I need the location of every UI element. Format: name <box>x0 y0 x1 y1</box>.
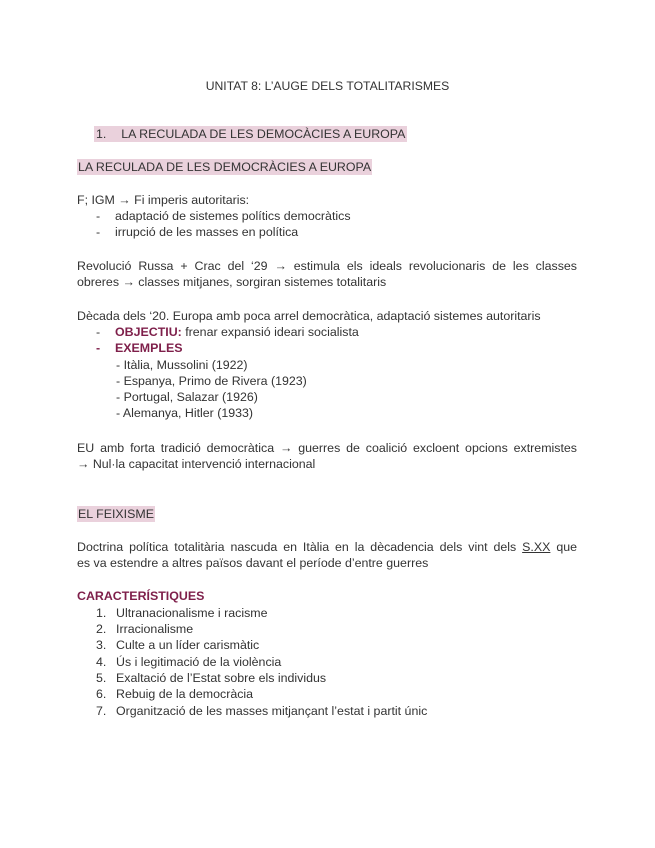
list-item-text: adaptació de sistemes polítics democràtics <box>115 209 351 223</box>
section-1-subheading: LA RECULADA DE LES DEMOCRÀCIES A EUROPA <box>78 160 372 174</box>
item-number: 1. <box>96 606 107 620</box>
item-number: 2. <box>96 622 107 636</box>
list-item-text: irrupció de les masses en política <box>115 225 299 239</box>
sxx-term: S.XX <box>522 540 551 554</box>
item-number: 4. <box>96 655 107 669</box>
bullet-dash: - <box>96 325 101 339</box>
paragraph-doctrina-line1 <box>77 539 577 555</box>
item-text: Ús i legitimació de la violència <box>116 655 282 669</box>
example-item: - Espanya, Primo de Rivera (1923) <box>116 374 307 388</box>
item-number: 7. <box>96 704 107 718</box>
bullet-dash: - <box>96 209 101 223</box>
item-text: Culte a un líder carismàtic <box>116 638 260 652</box>
item-number: 3. <box>96 638 107 652</box>
paragraph-decada: Dècada dels ‘20. Europa amb poca arrel democràtica, adaptació sistemes autoritaris <box>77 309 541 323</box>
example-item: - Portugal, Salazar (1926) <box>116 390 258 404</box>
paragraph-text: Doctrina política totalitària nascuda en Itàlia en la dècadencia dels vint dels <box>77 540 523 554</box>
section-2-heading: EL FEIXISME <box>78 507 154 521</box>
page-title: UNITAT 8: L’AUGE DELS TOTALITARISMES <box>205 79 450 93</box>
item-number: 5. <box>96 671 107 685</box>
section-1-number: 1. <box>96 127 107 141</box>
characteristics-label: CARACTERÍSTIQUES <box>77 589 205 603</box>
paragraph-eu-line1: EU amb forta tradició democràtica → guerres de coalició excloent opcions extremistes <box>77 441 577 455</box>
paragraph-doctrina-line2: es va estendre a altres països davant el període d’entre guerres <box>77 556 429 570</box>
section-1-heading <box>94 126 407 142</box>
example-item: - Itàlia, Mussolini (1922) <box>116 358 248 372</box>
objectiu-label: OBJECTIU: <box>115 325 182 339</box>
item-text: Irracionalisme <box>116 622 194 636</box>
item-text: Ultranacionalisme i racisme <box>116 606 268 620</box>
exemples-label: EXEMPLES <box>115 341 183 355</box>
paragraph-text: que <box>550 540 577 554</box>
item-text: Rebuig de la democràcia <box>116 687 254 701</box>
item-text: Organització de les masses mitjançant l’estat i partit únic <box>116 704 428 718</box>
paragraph-igm: F; IGM → Fi imperis autoritaris: <box>77 193 250 207</box>
section-1-heading-text: LA RECULADA DE LES DEMOCÀCIES A EUROPA <box>121 127 406 141</box>
example-item: - Alemanya, Hitler (1933) <box>116 406 254 420</box>
bullet-dash: - <box>96 225 101 239</box>
item-text: Exaltació de l’Estat sobre els individus <box>116 671 327 685</box>
paragraph-revolucio-line1: Revolució Russa + Crac del ‘29 → estimula els ideals revolucionaris de les classes <box>77 259 577 273</box>
item-number: 6. <box>96 687 107 701</box>
paragraph-eu-line2: → Nul·la capacitat intervenció internacional <box>77 457 316 471</box>
objectiu-text: frenar expansió ideari socialista <box>181 325 359 339</box>
paragraph-revolucio-line2: obreres → classes mitjanes, sorgiran sistemes totalitaris <box>77 275 387 289</box>
bullet-dash: - <box>96 341 101 355</box>
